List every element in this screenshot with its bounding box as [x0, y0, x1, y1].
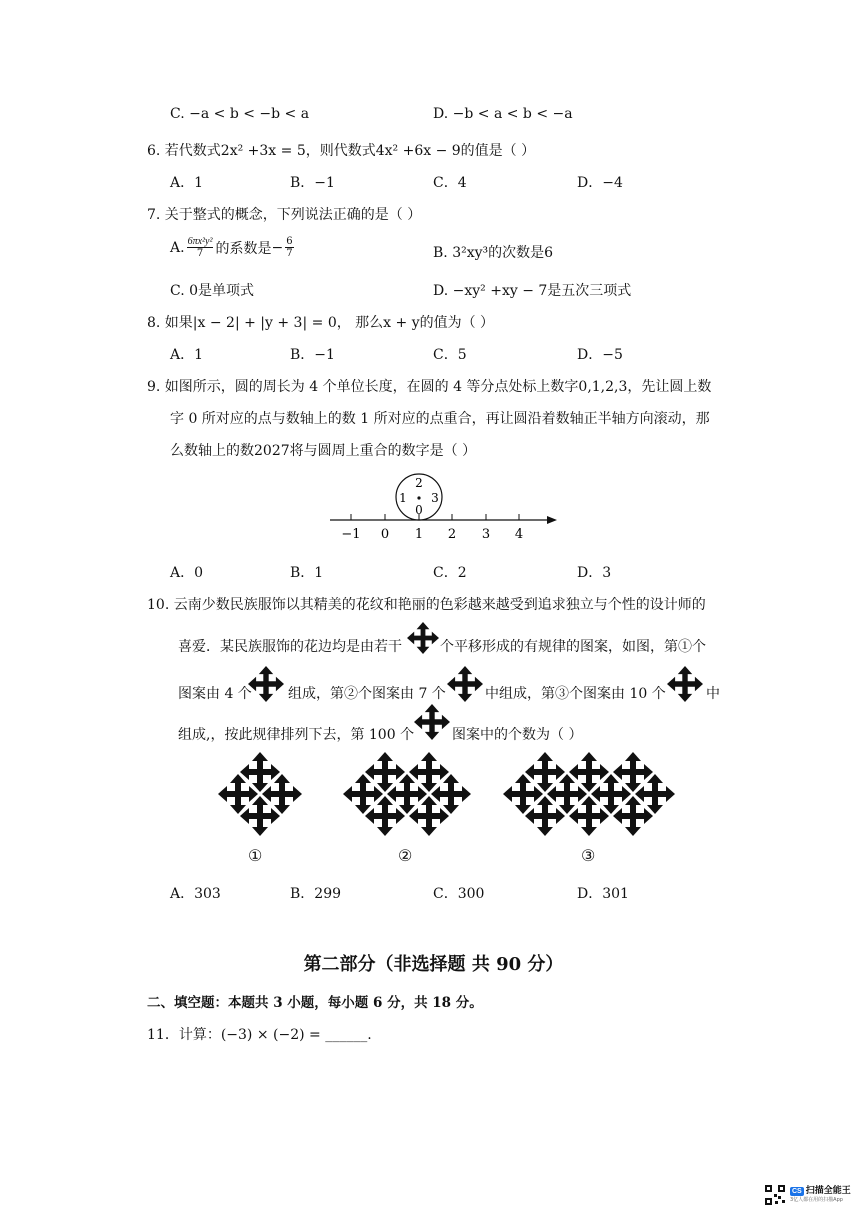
q7-option-a-text: 的系数是 [215, 240, 272, 257]
figure-label-2: ② [398, 846, 413, 865]
q7-option-d: D. −xy² +xy − 7是五次三项式 [433, 283, 632, 299]
q6-option-a: A．1 [170, 175, 204, 191]
q7-coef-fraction [285, 236, 293, 259]
q10-line-2a: 喜爱．某民族服饰的花边均是由若干 [178, 639, 402, 655]
q10-option-d: D．301 [577, 886, 629, 902]
pattern-figure-1 [218, 752, 302, 836]
circle-label-bottom: 0 [415, 503, 423, 517]
q6-option-d: D．−4 [577, 175, 623, 191]
q7-stem: 7. 关于整式的概念，下列说法正确的是（ ） [147, 207, 422, 223]
q10-line-3d: 中 [706, 686, 720, 702]
scanner-app-name: 扫描全能王 [805, 1186, 851, 1196]
q7-fraction [187, 236, 214, 259]
q9-line-1: 9. 如图所示，圆的周长为 4 个单位长度，在圆的 4 等分点处标上数字0,1,2,3，先让圆上数 [147, 379, 712, 395]
tick-label-0: 0 [380, 527, 390, 542]
pattern-figure-3 [503, 752, 675, 836]
circle-label-top: 2 [415, 476, 423, 490]
q10-line-3b: 组成，第②个图案由 7 个 [288, 686, 446, 702]
q9-option-c: C．2 [433, 565, 467, 581]
tick-label-neg1: −1 [341, 527, 361, 542]
q5-option-d: D. −b < a < b < −a [433, 106, 573, 122]
q5-option-c: C. −a < b < −b < a [170, 106, 310, 122]
q8-option-c: C．5 [433, 347, 467, 363]
q6-stem: 6. 若代数式2x² +3x = 5，则代数式4x² +6x − 9的值是（ ） [147, 143, 536, 159]
cross-arrow-icon [407, 622, 439, 654]
tick-label-4: 4 [514, 527, 524, 542]
q8-option-a: A．1 [170, 347, 204, 363]
q11-stem: 11．计算：(−3) × (−2) = ______. [147, 1027, 372, 1043]
circle-label-left: 1 [399, 491, 407, 505]
q10-option-b: B．299 [290, 886, 342, 902]
q7-coef-denominator: 7 [286, 248, 293, 259]
q9-option-b: B．1 [290, 565, 324, 581]
q7-option-c: C. 0是单项式 [170, 283, 255, 299]
cross-arrow-icon [248, 666, 284, 702]
scanner-logo-icon: CS [792, 1188, 802, 1195]
q7-option-a [170, 236, 294, 259]
tick-label-1: 1 [414, 527, 424, 542]
cross-arrow-icon [414, 704, 450, 740]
q9-option-d: D．3 [577, 565, 612, 581]
q8-option-d: D．−5 [577, 347, 623, 363]
circle-label-right: 3 [431, 491, 439, 505]
scanner-brand [790, 1187, 851, 1203]
q10-line-4b: 图案中的个数为（ ） [452, 727, 583, 743]
q6-option-c: C．4 [433, 175, 467, 191]
circle-center-dot [417, 496, 420, 499]
cross-arrow-icon [447, 666, 483, 702]
qr-code-icon [764, 1184, 786, 1206]
q9-line-2: 字 0 所对应的点与数轴上的数 1 所对应的点重合，再让圆沿着数轴正半轴方向滚动，那 [170, 411, 710, 427]
q10-line-1: 10. 云南少数民族服饰以其精美的花纹和艳丽的色彩越来越受到追求独立与个性的设计师的 [147, 597, 706, 613]
q10-line-3c: 中组成，第③个图案由 10 个 [485, 686, 666, 702]
part-two-title: 第二部分（非选择题 共 90 分） [303, 954, 564, 975]
number-line-ticks [351, 514, 519, 520]
q10-line-4a: 组成,，按此规律排列下去，第 100 个 [178, 727, 415, 743]
q7-fraction-denominator: 7 [196, 248, 204, 259]
cross-arrow-icon [667, 666, 703, 702]
figure-label-1: ① [248, 846, 263, 865]
q7-option-a-minus: − [271, 239, 284, 256]
q10-line-2b: 个平移形成的有规律的图案，如图，第①个 [440, 639, 706, 655]
q7-option-a-label: A. [170, 239, 185, 256]
q6-option-b: B．−1 [290, 175, 335, 191]
scanner-app-tagline: 3亿人都在用的扫描App [790, 1197, 843, 1203]
number-line-arrowhead [547, 516, 557, 524]
q9-option-a: A．0 [170, 565, 204, 581]
q7-fraction-numerator: 6πx²y² [187, 236, 213, 247]
q10-line-3a: 图案由 4 个 [178, 686, 252, 702]
q10-option-a: A．303 [170, 886, 221, 902]
pattern-figure-2 [343, 752, 471, 836]
fill-in-section-heading: 二、填空题：本题共 3 小题，每小题 6 分，共 18 分。 [147, 995, 483, 1011]
q7-option-b: B. 3²xy³的次数是6 [433, 245, 554, 261]
q10-option-c: C．300 [433, 886, 485, 902]
number-line-figure [325, 470, 565, 546]
figure-label-3: ③ [581, 846, 596, 865]
q8-stem: 8. 如果|x − 2| + |y + 3| = 0， 那么x + y的值为（ ） [147, 315, 495, 331]
tick-label-3: 3 [481, 527, 491, 542]
tick-label-2: 2 [447, 527, 457, 542]
scanner-watermark [764, 1180, 856, 1210]
q9-line-3: 么数轴上的数2027将与圆周上重合的数字是（ ） [170, 443, 477, 459]
q7-coef-numerator: 6 [286, 236, 293, 247]
q8-option-b: B．−1 [290, 347, 335, 363]
